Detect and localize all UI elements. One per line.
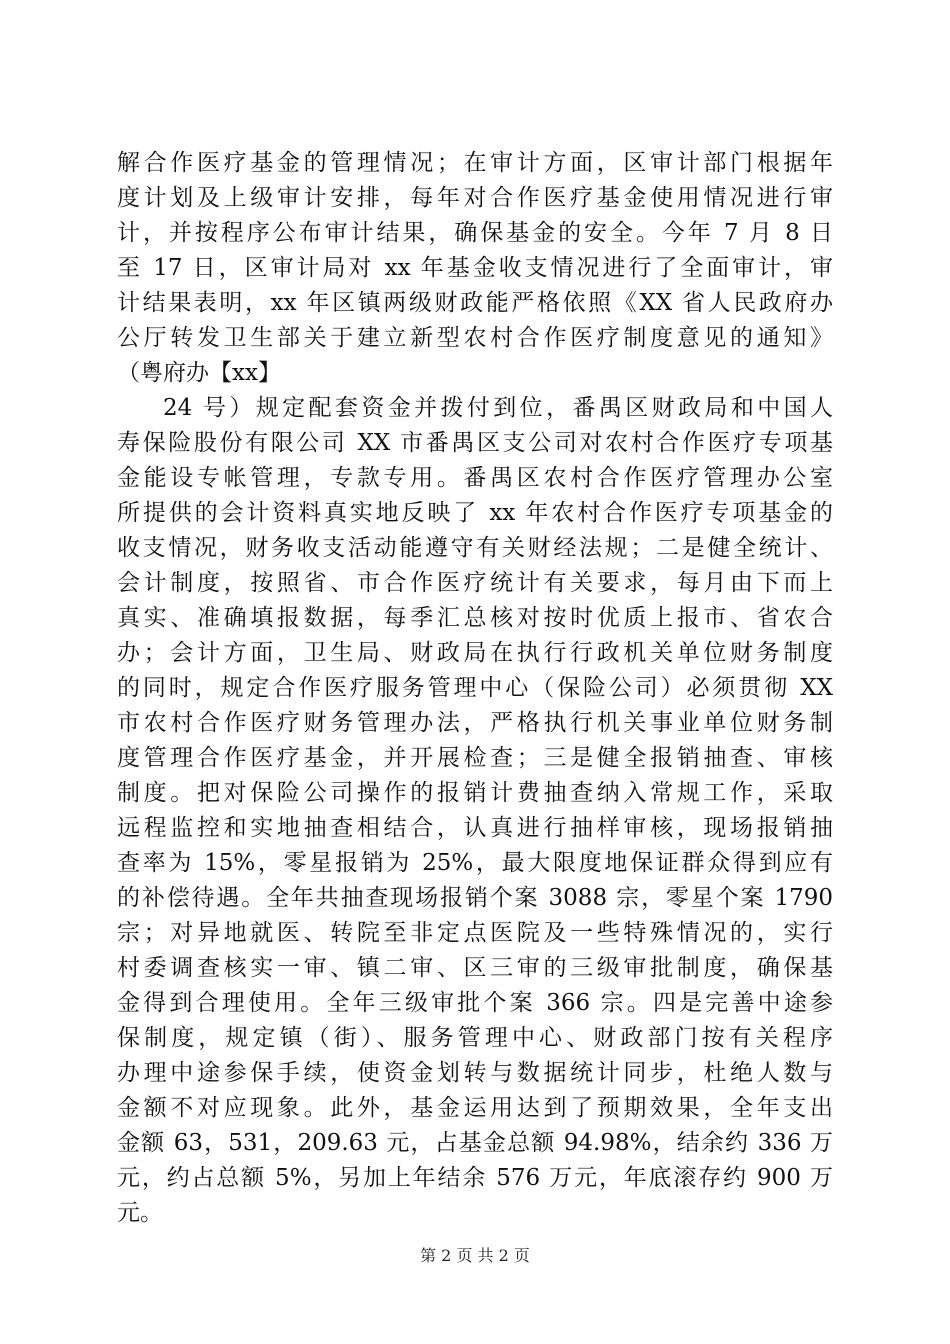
text-line: 真实、准确填报数据，每季汇总核对按时优质上报市、省农合 [117,605,833,631]
text-line: 度计划及上级审计安排，每年对合作医疗基金使用情况进行审 [117,185,833,211]
text-line: 度管理合作医疗基金，并开展检查；三是健全报销抽查、审核 [117,745,833,771]
text-line: 寿保险股份有限公司 XX 市番禺区支公司对农村合作医疗专项基 [117,430,833,456]
text-line: 的同时，规定合作医疗服务管理中心（保险公司）必须贯彻 XX [117,675,833,701]
paragraph-2 [117,391,833,1231]
text-line: 办；会计方面，卫生局、财政局在执行行政机关单位财务制度 [117,640,833,666]
paragraph-1 [117,146,833,391]
page-number: 第 2 页 共 2 页 [420,1246,530,1265]
text-line: 金额 63，531，209.63 元，占基金总额 94.98%，结余约 336 万 [117,1130,833,1156]
text-line: 24 号）规定配套资金并拨付到位，番禺区财政局和中国人 [163,395,833,421]
text-line: 公厅转发卫生部关于建立新型农村合作医疗制度意见的通知》 [117,325,833,351]
text-line: 收支情况，财务收支活动能遵守有关财经法规；二是健全统计、 [117,535,833,561]
text-line: 金得到合理使用。全年三级审批个案 366 宗。四是完善中途参 [117,990,833,1016]
text-line: 办理中途参保手续，使资金划转与数据统计同步，杜绝人数与 [117,1060,833,1086]
text-line: 宗；对异地就医、转院至非定点医院及一些特殊情况的，实行 [117,920,833,946]
text-line: 查率为 15%，零星报销为 25%，最大限度地保证群众得到应有 [117,850,833,876]
text-line: 计结果表明，xx 年区镇两级财政能严格依照《XX 省人民政府办 [117,290,833,316]
text-line: 至 17 日，区审计局对 xx 年基金收支情况进行了全面审计，审 [117,255,833,281]
text-line: 解合作医疗基金的管理情况；在审计方面，区审计部门根据年 [117,150,833,176]
body-text [117,146,833,1231]
text-line: 金额不对应现象。此外，基金运用达到了预期效果，全年支出 [117,1095,833,1121]
text-line: 元，约占总额 5%，另加上年结余 576 万元，年底滚存约 900 万 [117,1165,833,1191]
text-line: 制度。把对保险公司操作的报销计费抽查纳入常规工作，采取 [117,780,833,806]
text-line: 所提供的会计资料真实地反映了 xx 年农村合作医疗专项基金的 [117,500,833,526]
page-footer [0,1245,950,1267]
text-line: 计，并按程序公布审计结果，确保基金的安全。今年 7 月 8 日 [117,220,833,246]
text-line: 村委调查核实一审、镇二审、区三审的三级审批制度，确保基 [117,955,833,981]
text-line: 的补偿待遇。全年共抽查现场报销个案 3088 宗，零星个案 1790 [117,885,833,911]
text-line: 市农村合作医疗财务管理办法，严格执行机关事业单位财务制 [117,710,833,736]
text-line: 会计制度，按照省、市合作医疗统计有关要求，每月由下而上 [117,570,833,596]
text-line: 金能设专帐管理，专款专用。番禺区农村合作医疗管理办公室 [117,465,833,491]
text-line: （粤府办【xx】 [117,360,281,386]
text-line: 远程监控和实地抽查相结合，认真进行抽样审核，现场报销抽 [117,815,833,841]
text-line: 保制度，规定镇（街）、服务管理中心、财政部门按有关程序 [117,1025,833,1051]
text-line: 元。 [117,1200,163,1226]
